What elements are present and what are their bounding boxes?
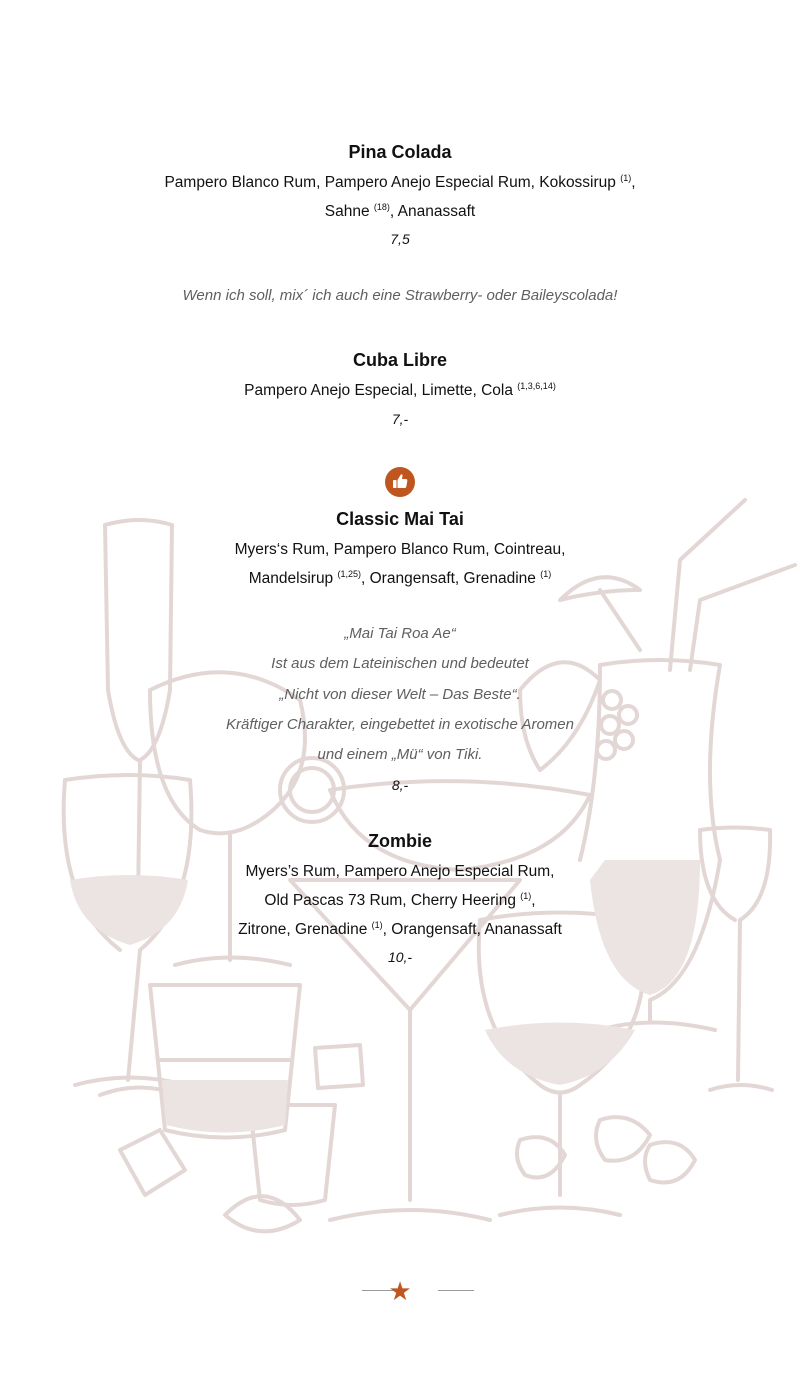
item-ingredients-line: Pampero Anejo Especial, Limette, Cola $^{(1,3,6,14)}$: [244, 381, 556, 399]
item-title-classic-mai-tai: Classic Mai Tai: [336, 509, 464, 529]
footer-divider: [0, 1274, 800, 1308]
item-title-zombie: Zombie: [367, 831, 432, 851]
item-description-line: „Nicht von dieser Welt – Das Beste“.: [279, 686, 521, 703]
item-note: Wenn ich soll, mix´ ich auch eine Strawberry- oder Baileyscolada!: [182, 287, 618, 304]
item-description-line: und einem „Mü“ von Tiki.: [317, 746, 483, 763]
star-icon: ★: [388, 1276, 412, 1306]
item-price: 7,-: [391, 411, 409, 427]
item-ingredients-line: Old Pascas 73 Rum, Cherry Heering $^{(1)}$,: [264, 891, 536, 909]
item-title-pina-colada: Pina Colada: [348, 142, 452, 162]
thumbs-up-icon: [385, 467, 415, 497]
item-ingredients-line: Zitrone, Grenadine $^{(1)}$, Orangensaft, Ananassaft: [238, 920, 562, 938]
item-description-line: Ist aus dem Lateinischen und bedeutet: [271, 655, 529, 672]
item-price: 10,-: [387, 949, 413, 965]
item-title-cuba-libre: Cuba Libre: [352, 350, 447, 370]
divider-line-right: [438, 1290, 474, 1291]
item-description-line: Kräftiger Charakter, eingebettet in exotische Aromen: [226, 716, 574, 733]
item-price: 8,-: [391, 777, 409, 793]
item-ingredients-line: Mandelsirup $^{(1,25)}$, Orangensaft, Grenadine $^{(1)}$: [248, 569, 552, 587]
item-ingredients-line: Myers’s Rum, Pampero Anejo Especial Rum,: [245, 863, 555, 880]
item-description-line: „Mai Tai Roa Ae“: [344, 625, 456, 642]
item-ingredients-line: Sahne $^{(18)}$, Ananassaft: [324, 202, 476, 220]
item-ingredients-line: Myers‘s Rum, Pampero Blanco Rum, Cointreau,: [234, 541, 566, 558]
item-ingredients-line: Pampero Blanco Rum, Pampero Anejo Especial Rum, Kokossirup $^{(1)}$,: [164, 173, 636, 191]
item-price: 7,5: [390, 231, 410, 247]
